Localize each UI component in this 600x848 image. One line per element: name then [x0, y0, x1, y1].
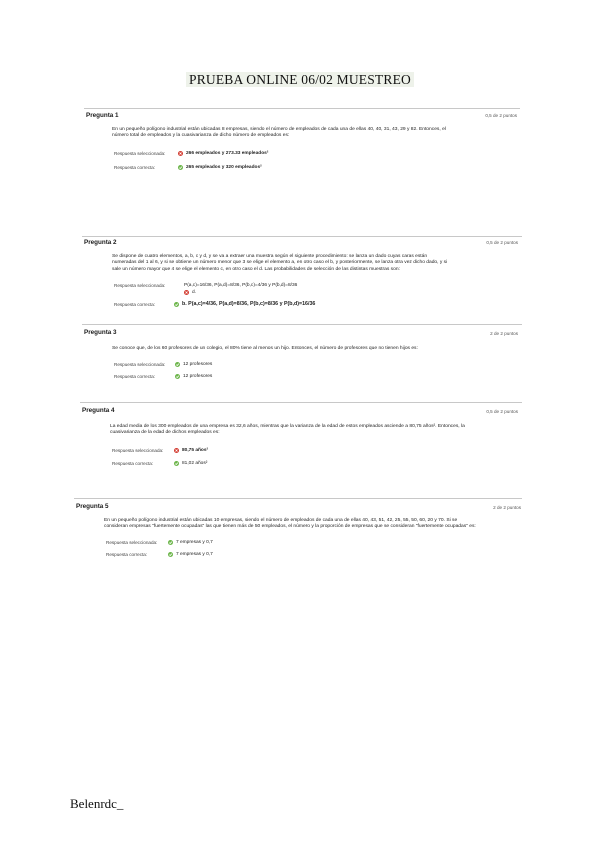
question-2-text: Se dispone de cuatro elementos, a, b, c y d, y se va a extraer una muestra según el siguiente procedimiento: se lanza un dado cuyas caras están numeradas del 1 al 6, y si se obtiene un número menor que 3 se elige el elemento a, en otro caso el b, y posteriormente, se lanza otra vez dicho dado, y si sale un número mayor que 4 se elige el elemento c, en otro caso el d. Las probabilidades de selección de las distintas muestras son:: [112, 254, 448, 272]
correct-icon: [174, 461, 179, 466]
question-2-points: 0,5 de 2 puntos: [486, 240, 518, 245]
selected-answer: 12 profesores: [183, 362, 213, 367]
selected-answer: 266 empleados y 273.33 empleados²: [186, 151, 269, 156]
divider: [84, 108, 520, 109]
selected-label: Respuesta seleccionada:: [106, 540, 158, 545]
question-5-selected-row: [106, 540, 213, 545]
question-1-correct-row: [114, 165, 262, 170]
incorrect-icon: [178, 151, 183, 156]
question-3-text: Se conoce que, de los 60 profesores de un colegio, el 80% tiene al menos un hijo. Entonces, el número de profesores que no tienen hijos es:: [112, 346, 418, 351]
question-2-selected-mark: [184, 290, 196, 295]
question-4-text: La edad media de los 300 empleados de una empresa es 32,6 años, mientras que la varianza de la edad de estos empleados asciende a 80,75 años². Entonces, la cuasivarianza de la edad de dichos empleados es:: [110, 424, 465, 436]
correct-icon: [168, 540, 173, 545]
question-3-points: 2 de 2 puntos: [490, 331, 518, 336]
correct-icon: [175, 374, 180, 379]
question-5-points: 2 de 2 puntos: [493, 505, 521, 510]
correct-icon: [175, 362, 180, 367]
correct-answer: b. P(a,c)=4/36, P(a,d)=8/36, P(b,c)=8/36 y P(b,d)=16/36: [182, 301, 316, 307]
question-5-heading: Pregunta 5: [76, 503, 109, 510]
correct-label: Respuesta correcta:: [106, 552, 148, 557]
question-1-selected-row: [114, 151, 268, 156]
selected-label: Respuesta seleccionada:: [114, 283, 166, 288]
correct-icon: [174, 302, 179, 307]
question-2-selected-row: [114, 283, 297, 288]
question-4-points: 0,5 de 2 puntos: [486, 409, 518, 414]
correct-label: Respuesta correcta:: [114, 301, 156, 307]
question-5-text: En un pequeño polígono industrial están ubicadas 10 empresas, siendo el número de empleados de cada una de ellas 40, 43, 51, 42, 25, 55, 50, 60, 20 y 70. Si se consideran empresas "fuertemente ocupadas" las que tienen más de 50 empleados, el número y la proporción de empresas que se consideran "fuertemente ocupadas" es:: [104, 518, 476, 530]
selected-option-letter: d.: [192, 290, 197, 295]
selected-answer: 7 empresas y 0,7: [176, 540, 213, 545]
divider: [80, 402, 522, 403]
question-4-selected-row: [112, 448, 208, 453]
question-1-text: En un pequeño polígono industrial están ubicadas 8 empresas, siendo el número de empleados de cada una de ellas 40, 40, 31, 43, 29 y 82. Entonces, el número total de empleados y la cuasivarianza de dicho número de empleados es:: [112, 127, 446, 139]
incorrect-icon: [174, 448, 179, 453]
selected-answer: P(a,c)=16/36, P(a,d)=8/36, P(b,c)=4/36 y P(b,d)=8/36: [184, 283, 298, 288]
correct-icon: [178, 165, 183, 170]
selected-label: Respuesta seleccionada:: [114, 151, 166, 156]
question-3-heading: Pregunta 3: [84, 329, 117, 336]
selected-label: Respuesta seleccionada:: [114, 362, 166, 367]
signature: Belenrdc_: [70, 796, 124, 811]
question-2-heading: Pregunta 2: [84, 239, 117, 246]
page-title: PRUEBA ONLINE 06/02 MUESTREO: [0, 72, 600, 88]
question-3-selected-row: [114, 362, 212, 367]
question-1-points: 0,5 de 2 puntos: [485, 113, 517, 118]
correct-label: Respuesta correcta:: [114, 374, 156, 379]
question-4-heading: Pregunta 4: [82, 407, 115, 414]
divider: [82, 236, 522, 237]
question-3-correct-row: [114, 374, 212, 379]
question-5-correct-row: [106, 552, 213, 557]
correct-label: Respuesta correcta:: [114, 165, 156, 170]
question-4-correct-row: [112, 461, 207, 466]
correct-answer: 265 empleados y 320 empleados²: [186, 165, 262, 170]
divider: [74, 498, 522, 499]
correct-answer: 81,02 años²: [182, 461, 208, 466]
selected-answer: 80,75 años²: [182, 448, 209, 453]
divider: [82, 324, 522, 325]
question-2-correct-row: [114, 301, 315, 307]
correct-answer: 7 empresas y 0,7: [176, 552, 213, 557]
correct-icon: [168, 552, 173, 557]
incorrect-icon: [184, 290, 189, 295]
question-1-heading: Pregunta 1: [86, 112, 119, 119]
correct-label: Respuesta correcta:: [112, 461, 154, 466]
selected-label: Respuesta seleccionada:: [112, 448, 164, 453]
correct-answer: 12 profesores: [183, 374, 213, 379]
